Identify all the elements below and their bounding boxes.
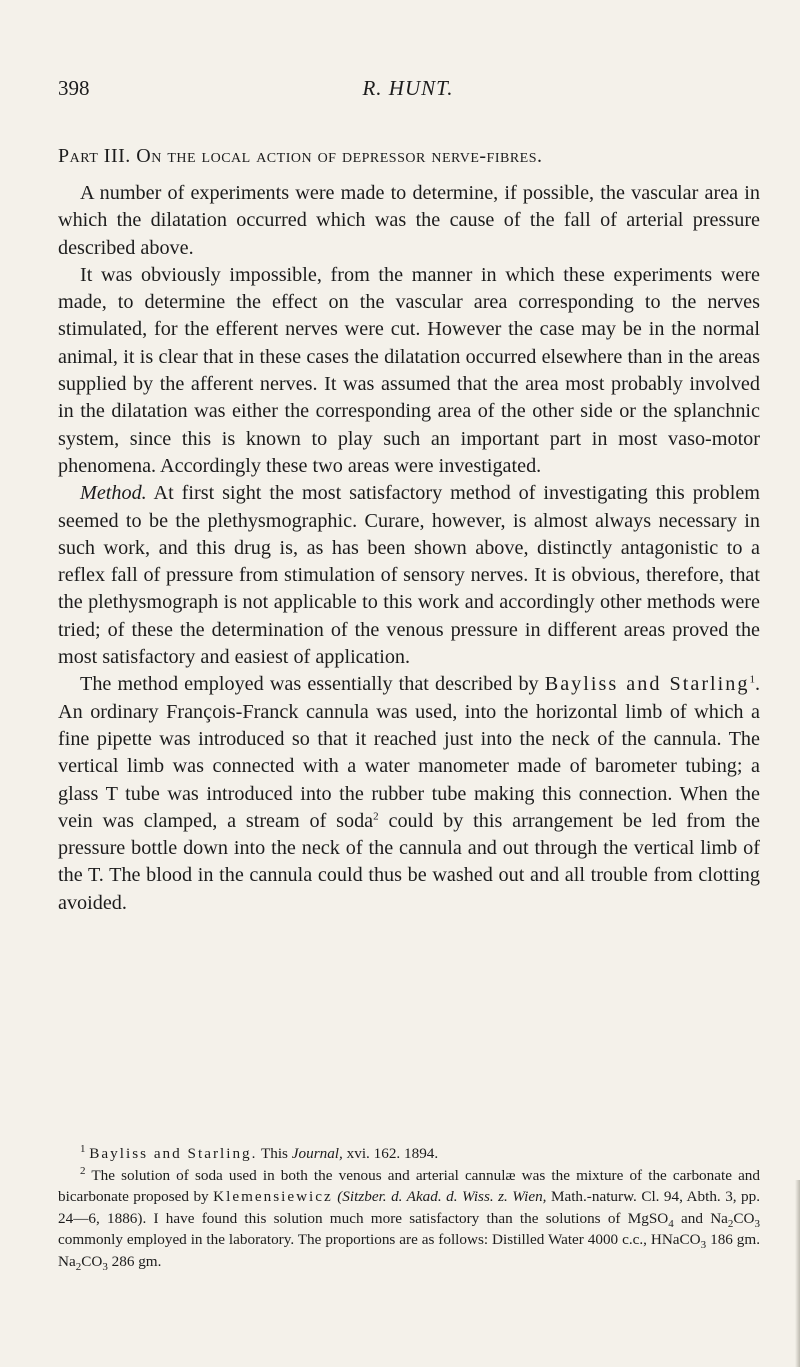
author-names: Bayliss and Starling	[544, 673, 750, 696]
footnote-mark: 1	[80, 1142, 86, 1155]
footnote-text: The solution of soda used in both the venous and arterial cannulæ was the mixture of the carbonate and bicarbonate proposed by	[58, 1166, 760, 1205]
journal-name: Journal,	[291, 1145, 343, 1162]
section-title: Part III. On the local action of depressor nerve-fibres.	[58, 145, 543, 167]
paragraph-text: could by this arrangement be led from the pressure bottle down into the neck of the cannula and out through the vertical limb of the T. The blood in the cannula could thus be washed out and all trouble from clotting avoided.	[58, 809, 760, 914]
footnote-text: Math.-naturw. Cl. 94, Abth. 3, pp. 24—6, 1886). I have found this solution much more satisfactory than the solutions of MgSO	[58, 1188, 761, 1227]
footnote-text: 286 gm.	[111, 1252, 162, 1270]
footnotes	[58, 1143, 760, 1272]
body-text	[58, 180, 760, 917]
paragraph-text: At first sight the most satisfactory method of investigating this problem seemed to be the plethysmographic. Curare, however, is almost always necessary in such work, and this drug is, as has been shown above, distinctly antagonistic to a reflex fall of pressure from stimulation of sensory nerves. It is obvious, therefore, that the plethysmograph is not applicable to this work and accordingly other methods were tried; of these the determination of the venous pressure in different areas proved the most satisfactory and easiest of application.	[58, 482, 760, 669]
paragraph-text: The method employed was essentially that described by	[80, 673, 539, 696]
footnote-authors: Bayliss and Starling.	[89, 1145, 258, 1162]
footnote-text: and Na	[681, 1209, 728, 1227]
method-label: Method.	[80, 482, 147, 505]
citation: (Sitzber. d. Akad. d. Wiss. z. Wien,	[337, 1188, 547, 1205]
citation: xvi. 162. 1894.	[346, 1145, 439, 1162]
subscript: 3	[754, 1217, 761, 1230]
footnote-text: commonly employed in the laboratory. The proportions are as follows: Distilled Water 4000 c.c., HNaCO	[58, 1231, 701, 1248]
footnote-author: Klemensiewicz	[213, 1188, 333, 1205]
running-head: R. HUNT.	[362, 76, 454, 100]
paragraph	[58, 480, 760, 671]
footnote	[58, 1143, 760, 1165]
paragraph: It was obviously impossible, from the manner in which these experiments were made, to determine the effect on the vascular area corresponding to the nerves stimulated, for the efferent nerves were cut. However the case may be in the normal animal, it is clear that in these cases the dilatation occurred elsewhere than in the areas supplied by the afferent nerves. It was assumed that the area most probably involved in the dilatation was either the corresponding area of the other side or the splanchnic system, since this is known to play such an important part in most vaso-motor phenomena. Accordingly these two areas were investigated.	[58, 263, 760, 477]
page-number: 398	[58, 76, 90, 100]
footnote	[58, 1165, 760, 1273]
page-header	[58, 76, 758, 108]
footnote-text: 186 gm. Na	[58, 1231, 761, 1270]
footnote-mark: 2	[80, 1164, 86, 1177]
subscript: 3	[102, 1260, 108, 1273]
footnote-ref: 1	[749, 673, 755, 686]
paragraph: A number of experiments were made to determine, if possible, the vascular area in which the dilatation occurred which was the cause of the fall of arterial pressure described above.	[58, 182, 760, 259]
subscript: 2	[727, 1217, 734, 1230]
paragraph	[58, 671, 760, 917]
footnote-ref: 2	[373, 810, 379, 823]
paragraph-text: . An ordinary François-Franck cannula was used, into the horizontal limb of which a fine pipette was introduced so that it reached just into the neck of the cannula. The vertical limb was connected with a water manometer made of barometer tubing; a glass T tube was introduced into the rubber tube making this connection. When the vein was clamped, a stream of soda	[58, 673, 761, 832]
subscript: 3	[700, 1239, 707, 1252]
subscript: 2	[75, 1260, 82, 1273]
footnote-text: CO	[733, 1209, 755, 1227]
footnote-text: This	[260, 1145, 288, 1162]
subscript: 4	[668, 1217, 674, 1230]
footnote-text: CO	[81, 1252, 103, 1270]
page-edge-shadow	[795, 1180, 800, 1367]
